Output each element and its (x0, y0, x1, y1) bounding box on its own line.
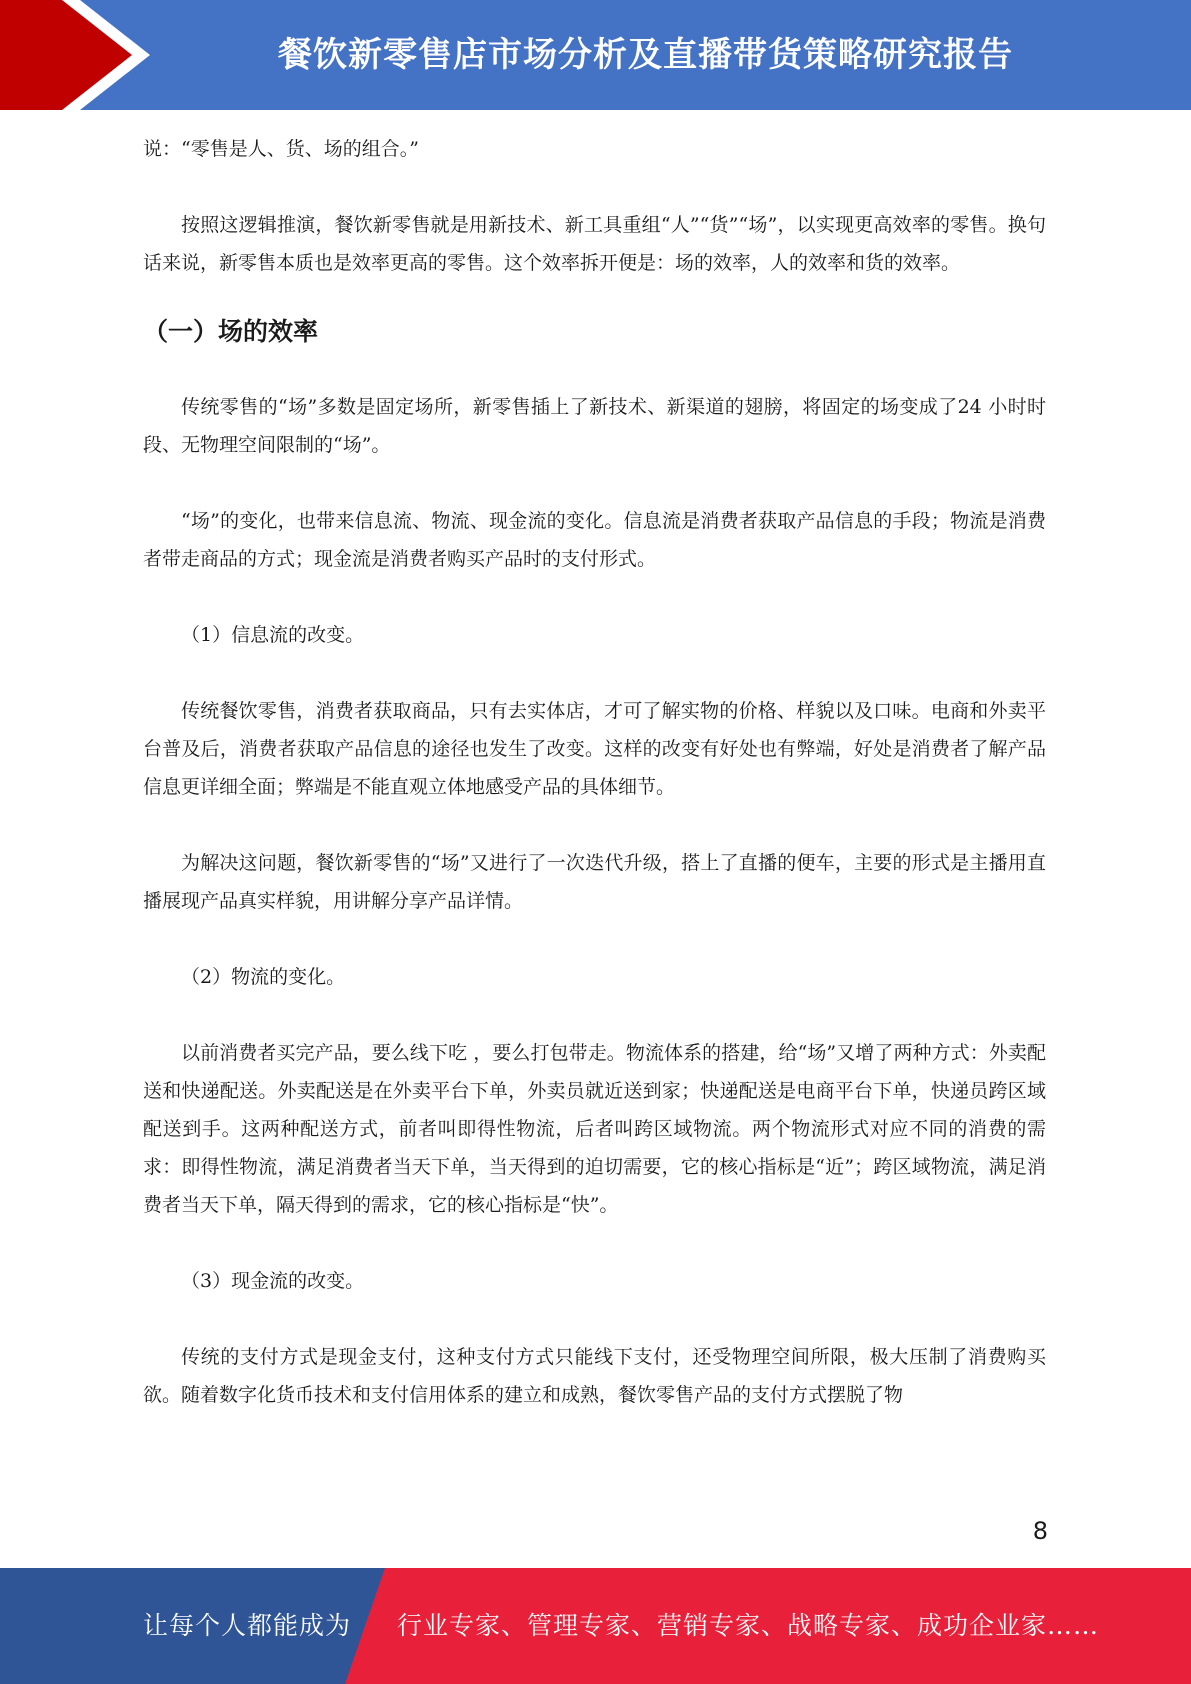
paragraph: 按照这逻辑推演，餐饮新零售就是用新技术、新工具重组“人”“货”“场”，以实现更高效率的零售。换句话来说，新零售本质也是效率更高的零售。这个效率拆开便是：场的效率，人的效率和货的效率。 (143, 214, 1046, 274)
section-heading: （一）场的效率 (143, 317, 319, 346)
paragraph: 传统零售的“场”多数是固定场所，新零售插上了新技术、新渠道的翅膀，将固定的场变成了24 小时时段、无物理空间限制的“场”。 (143, 396, 1046, 456)
paragraph: “场”的变化，也带来信息流、物流、现金流的变化。信息流是消费者获取产品信息的手段；物流是消费者带走商品的方式；现金流是消费者购买产品时的支付形式。 (143, 510, 1046, 570)
footer-slogan-right: 行业专家、管理专家、营销专家、战略专家、成功企业家…… (397, 1611, 1100, 1640)
subheading: （3）现金流的改变。 (181, 1270, 365, 1292)
paragraph: 为解决这问题，餐饮新零售的“场”又进行了一次迭代升级，搭上了直播的便车，主要的形式是主播用直播展现产品真实样貌，用讲解分享产品详情。 (143, 852, 1046, 912)
page-body (143, 130, 1046, 1414)
page-header (0, 0, 1191, 110)
footer-slogan-left: 让每个人都能成为 (143, 1611, 352, 1640)
report-title: 餐饮新零售店市场分析及直播带货策略研究报告 (278, 35, 1013, 75)
subheading: （2）物流的变化。 (181, 966, 346, 988)
paragraph: 以前消费者买完产品，要么线下吃 ，要么打包带走。物流体系的搭建，给“场”又增了两种方式：外卖配送和快递配送。外卖配送是在外卖平台下单，外卖员就近送到家；快递配送是电商平台下单，快递员跨区域配送到手。这两种配送方式，前者叫即得性物流，后者叫跨区域物流。两个物流形式对应不同的消费的需求：即得性物流，满足消费者当天下单，当天得到的迫切需要，它的核心指标是“近”；跨区域物流，满足消费者当天下单，隔天得到的需求，它的核心指标是“快”。 (143, 1042, 1046, 1216)
paragraph: 传统餐饮零售，消费者获取商品，只有去实体店，才可了解实物的价格、样貌以及口味。电商和外卖平台普及后，消费者获取产品信息的途径也发生了改变。这样的改变有好处也有弊端，好处是消费者了解产品信息更详细全面；弊端是不能直观立体地感受产品的具体细节。 (143, 700, 1046, 798)
paragraph: 传统的支付方式是现金支付，这种支付方式只能线下支付，还受物理空间所限，极大压制了消费购买欲。随着数字化货币技术和支付信用体系的建立和成熟，餐饮零售产品的支付方式摆脱了物 (143, 1346, 1046, 1406)
page-number: 8 (1032, 1517, 1048, 1545)
intro-line: 说：“零售是人、货、场的组合。” (143, 138, 419, 160)
page-footer (0, 1568, 1191, 1684)
subheading: （1）信息流的改变。 (181, 624, 365, 646)
